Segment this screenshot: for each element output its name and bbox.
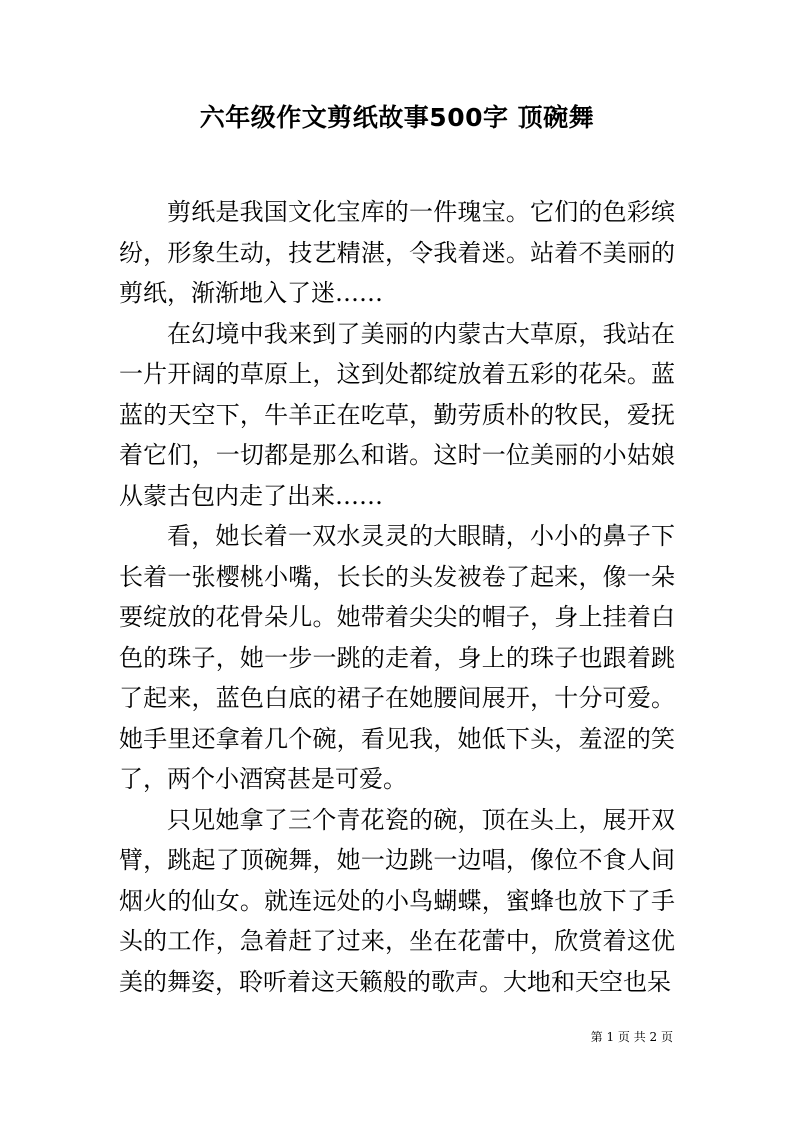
paragraph-4: 只见她拿了三个青花瓷的碗，顶在头上，展开双臂，跳起了顶碗舞，她一边跳一边唱，像位不食人间烟火的仙女。就连远处的小鸟蝴蝶，蜜蜂也放下了手头的工作，急着赶了过来，坐在花蕾中，欣赏着这优美的舞姿，聆听着这天籁般的歌声。大地和天空也呆 (119, 805, 675, 996)
paragraph-1: 剪纸是我国文化宝库的一件瑰宝。它们的色彩缤纷，形象生动，技艺精湛，令我着迷。站着不美丽的剪纸，渐渐地入了迷…… (119, 198, 675, 307)
page-number-footer: 第 1 页 共 2 页 (590, 1030, 673, 1044)
document-body (119, 192, 675, 1002)
paragraph-2: 在幻境中我来到了美丽的内蒙古大草原，我站在一片开阔的草原上，这到处都绽放着五彩的花朵。蓝蓝的天空下，牛羊正在吃草，勤劳质朴的牧民，爱抚着它们，一切都是那么和谐。这时一位美丽的小姑娘从蒙古包内走了出来…… (119, 319, 675, 510)
paragraph-3: 看，她长着一双水灵灵的大眼睛，小小的鼻子下长着一张樱桃小嘴，长长的头发被卷了起来，像一朵要绽放的花骨朵儿。她带着尖尖的帽子，身上挂着白色的珠子，她一步一跳的走着，身上的珠子也跟着跳了起来，蓝色白底的裙子在她腰间展开，十分可爱。她手里还拿着几个碗，看见我，她低下头，羞涩的笑了，两个小酒窝甚是可爱。 (119, 522, 675, 793)
document-title: 六年级作文剪纸故事500字 顶碗舞 (199, 103, 595, 132)
